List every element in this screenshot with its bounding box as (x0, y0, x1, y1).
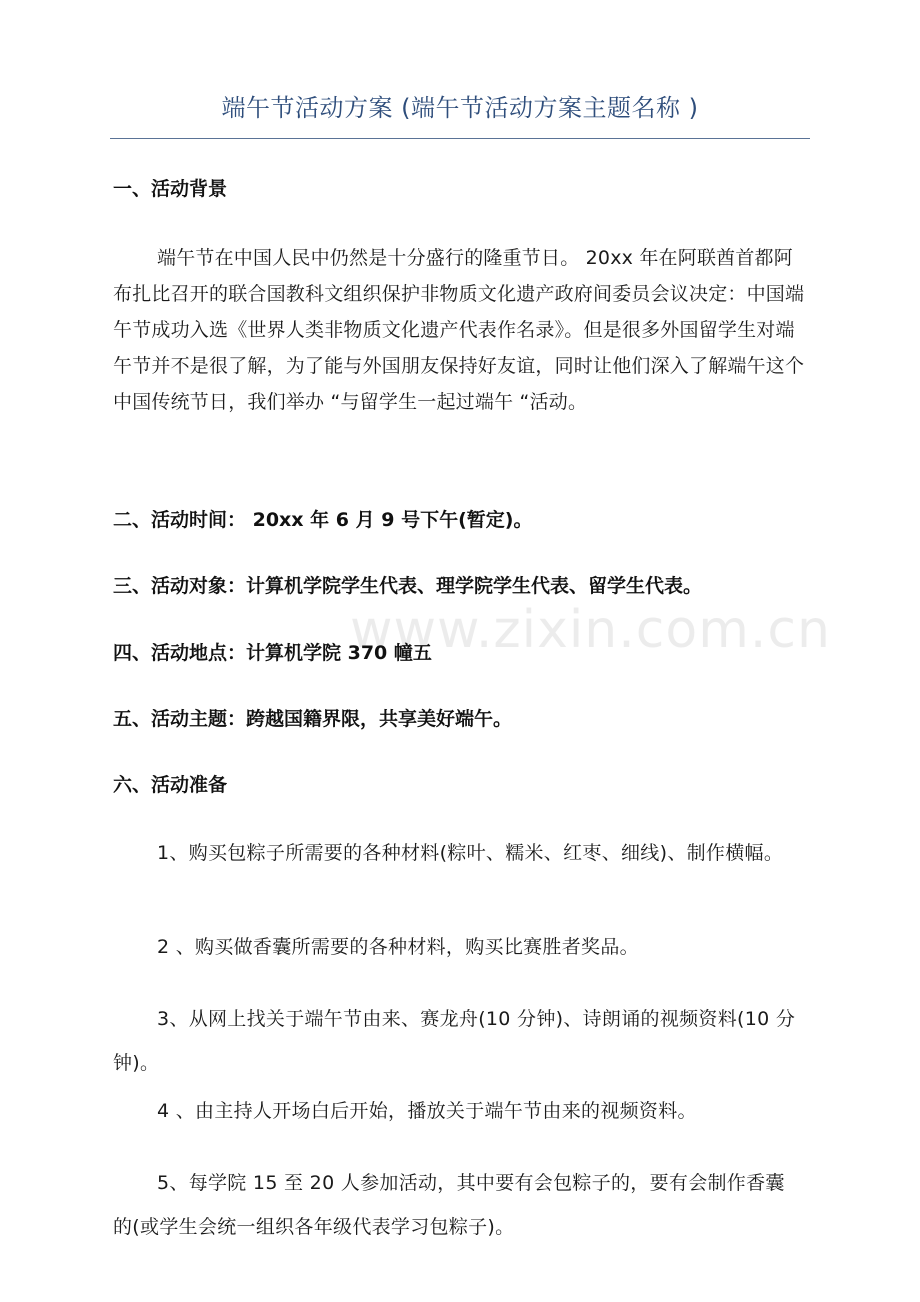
prep-item: 1、购买包粽子所需要的各种材料(粽叶、糯米、红枣、细线)、制作横幅。 (157, 842, 784, 864)
prep-item: 2 、购买做香囊所需要的各种材料，购买比赛胜者奖品。 (157, 936, 639, 958)
prep-item: 3、从网上找关于端午节由来、赛龙舟(10 分钟)、诗朗诵的视频资料(10 分钟)。 (113, 1008, 796, 1074)
prep-item: 5、每学院 15 至 20 人参加活动，其中要有会包粽子的，要有会制作香囊的(或学生会统一组织各年级代表学习包粽子)。 (113, 1172, 785, 1238)
section-heading-preparation: 六、活动准备 (113, 774, 228, 796)
title-divider (110, 138, 810, 139)
section-heading-target: 三、活动对象：计算机学院学生代表、理学院学生代表、留学生代表。 (113, 575, 703, 597)
document-title: 端午节活动方案 (端午节活动方案主题名称 ) (221, 94, 699, 122)
section-heading-theme: 五、活动主题：跨越国籍界限，共享美好端午。 (113, 708, 513, 730)
watermark: www.zixin.com.cn (350, 600, 831, 660)
section-heading-background: 一、活动背景 (113, 178, 228, 200)
section-heading-location: 四、活动地点：计算机学院 370 幢五 (113, 642, 432, 664)
background-paragraph: 端午节在中国人民中仍然是十分盛行的隆重节日。 20xx 年在阿联酋首都阿布扎比召开的联合国教科文组织保护非物质文化遗产政府间委员会议决定：中国端午节成功入选《世界人类非物质文化遗产代表作名录》。但是很多外国留学生对端午节并不是很了解，为了能与外国朋友保持好友谊，同时让他们深入了解端午这个中国传统节日，我们举办 “与留学生一起过端午 “活动。 (113, 247, 805, 413)
section-heading-time: 二、活动时间： 20xx 年 6 月 9 号下午(暂定)。 (113, 509, 533, 531)
prep-item: 4 、由主持人开场白后开始，播放关于端午节由来的视频资料。 (157, 1100, 697, 1122)
